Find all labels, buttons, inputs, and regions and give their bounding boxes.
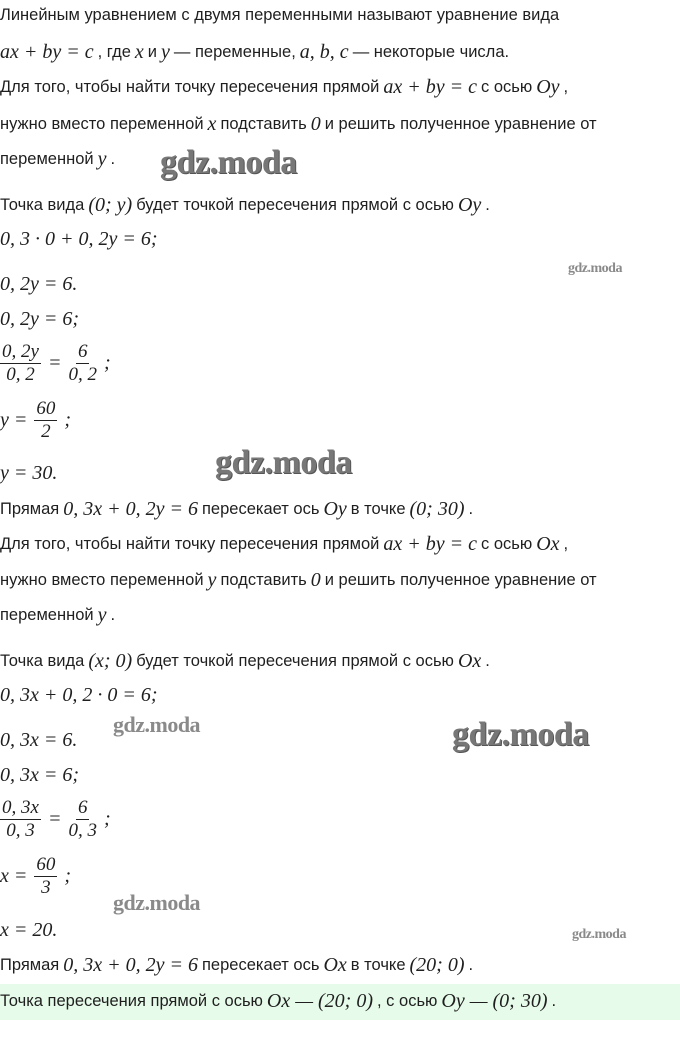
math-expression: ; <box>103 352 111 374</box>
text-line <box>0 650 490 673</box>
text-line <box>0 113 597 136</box>
text: переменной <box>0 606 94 624</box>
text: . <box>468 956 474 974</box>
text: и решить полученное уравнение от <box>324 571 597 589</box>
math-expression: y = 30. <box>0 462 58 484</box>
denominator: 0, 3 <box>6 820 35 841</box>
fraction <box>0 341 41 386</box>
text-line <box>0 954 473 977</box>
math-expression: Oy — (0; 30) <box>441 990 548 1012</box>
text-line <box>0 398 75 443</box>
text: будет точкой пересечения прямой с осью <box>136 196 454 214</box>
math-expression: x <box>207 113 217 135</box>
math-expression: Ox <box>457 650 482 672</box>
numerator: 60 <box>36 854 56 875</box>
text-line <box>0 76 568 99</box>
math-expression: Ox <box>536 533 560 555</box>
text: будет точкой пересечения прямой с осью <box>136 652 454 670</box>
text: . <box>485 196 490 214</box>
text: переменной <box>0 150 94 168</box>
watermark: gdz.moda <box>113 890 201 915</box>
text: в точке <box>350 956 406 974</box>
fraction <box>34 398 57 443</box>
math-expression: 0 <box>310 113 321 135</box>
watermark: gdz.moda <box>160 144 297 181</box>
text: . <box>551 992 557 1010</box>
text-line <box>0 684 162 707</box>
numerator: 0, 2y <box>2 341 39 362</box>
math-expression: Ox — (20; 0) <box>266 990 374 1012</box>
denominator: 0, 3 <box>68 820 97 841</box>
text-line <box>0 228 162 251</box>
text: подставить <box>220 571 307 589</box>
text-line <box>0 6 559 25</box>
watermark: gdz.moda <box>572 927 626 942</box>
text: нужно вместо переменной <box>0 115 204 133</box>
math-expression: (20; 0) <box>409 954 465 976</box>
text: Для того, чтобы найти точку пересечения прямой <box>0 535 380 553</box>
text: и <box>147 43 157 61</box>
math-expression: 0, 3x = 6; <box>0 764 80 786</box>
math-expression: 0, 3 · 0 + 0, 2y = 6; <box>0 228 158 250</box>
denominator: 3 <box>41 877 51 898</box>
text-line <box>0 569 597 592</box>
text-line <box>0 148 115 171</box>
text: . <box>110 606 116 624</box>
math-expression: x = 20. <box>0 919 58 941</box>
fraction <box>68 341 97 386</box>
text: Точка пересечения прямой с осью <box>0 992 263 1010</box>
denominator: 0, 2 <box>68 364 97 385</box>
text-line <box>0 462 61 485</box>
text: нужно вместо переменной <box>0 571 204 589</box>
text: , <box>563 78 569 96</box>
text: Прямая <box>0 956 60 974</box>
text: пересекает ось <box>202 956 320 974</box>
fraction <box>0 797 41 842</box>
text: подставить <box>220 115 307 133</box>
text-line <box>0 604 115 627</box>
math-expression: (0; 30) <box>409 498 465 520</box>
text: . <box>468 500 474 518</box>
denominator: 2 <box>41 421 51 442</box>
text: . <box>110 150 116 168</box>
text: с осью <box>480 78 533 96</box>
math-expression: = <box>47 352 62 374</box>
math-expression: Oy <box>323 498 347 520</box>
text: Точка вида <box>0 652 85 670</box>
math-expression: 0, 2y = 6. <box>0 273 78 295</box>
math-expression: = <box>47 808 62 830</box>
text: , где <box>97 43 131 61</box>
text-line <box>0 854 75 899</box>
math-expression: 0, 3x + 0, 2y = 6 <box>63 498 198 520</box>
text: — некоторые числа. <box>352 43 510 61</box>
text-line <box>0 41 509 64</box>
math-expression: y <box>97 148 107 170</box>
math-expression: 0, 2y = 6; <box>0 308 80 330</box>
numerator: 60 <box>36 398 56 419</box>
math-expression: y <box>97 604 107 626</box>
watermark: gdz.moda <box>215 444 352 481</box>
numerator: 6 <box>77 797 88 818</box>
math-expression: (0; y) <box>88 194 133 216</box>
watermark: gdz.moda <box>113 712 201 737</box>
math-expression: ax + by = c <box>383 76 477 98</box>
text: с осью <box>480 535 533 553</box>
math-expression: ax + by = c <box>0 41 94 63</box>
numerator: 6 <box>77 341 88 362</box>
text: , с осью <box>377 992 438 1010</box>
math-expression: 0, 3x + 0, 2 · 0 = 6; <box>0 684 158 706</box>
math-expression: Ox <box>323 954 347 976</box>
text: пересекает ось <box>202 500 320 518</box>
math-expression: (x; 0) <box>88 650 133 672</box>
text: Прямая <box>0 500 60 518</box>
math-expression: y <box>207 569 217 591</box>
math-expression: Oy <box>457 194 482 216</box>
math-expression: ax + by = c <box>383 533 477 555</box>
text-line <box>0 273 81 296</box>
watermark: gdz.moda <box>568 261 622 276</box>
fraction <box>68 797 97 842</box>
math-expression: a, b, c <box>299 41 349 63</box>
text-line <box>0 533 568 556</box>
math-expression: y = <box>0 409 28 431</box>
text: . <box>485 652 490 670</box>
text: Для того, чтобы найти точку пересечения прямой <box>0 78 380 96</box>
text: Линейным уравнением с двумя переменными называют уравнение вида <box>0 6 560 24</box>
text-line <box>0 919 61 942</box>
text: Точка вида <box>0 196 85 214</box>
numerator: 0, 3x <box>2 797 39 818</box>
math-expression: 0 <box>310 569 321 591</box>
text: и решить полученное уравнение от <box>324 115 597 133</box>
watermark: gdz.moda <box>452 716 589 753</box>
text: в точке <box>350 500 406 518</box>
math-expression: x = <box>0 865 28 887</box>
text-line <box>0 194 490 217</box>
denominator: 0, 2 <box>6 364 35 385</box>
text-line <box>0 498 473 521</box>
text: — переменные, <box>173 43 296 61</box>
math-expression: ; <box>64 865 72 887</box>
math-expression: 0, 3x = 6. <box>0 729 78 751</box>
text-line <box>0 990 556 1013</box>
math-expression: 0, 3x + 0, 2y = 6 <box>63 954 198 976</box>
text-line <box>0 341 115 386</box>
text-line <box>0 729 81 752</box>
math-expression: x <box>134 41 144 63</box>
math-expression: Oy <box>536 76 560 98</box>
text-line <box>0 308 83 331</box>
text-line <box>0 797 115 842</box>
fraction <box>34 854 57 899</box>
math-expression: y <box>160 41 170 63</box>
text: , <box>563 535 569 553</box>
math-expression: ; <box>103 808 111 830</box>
text-line <box>0 764 83 787</box>
math-expression: ; <box>64 409 72 431</box>
